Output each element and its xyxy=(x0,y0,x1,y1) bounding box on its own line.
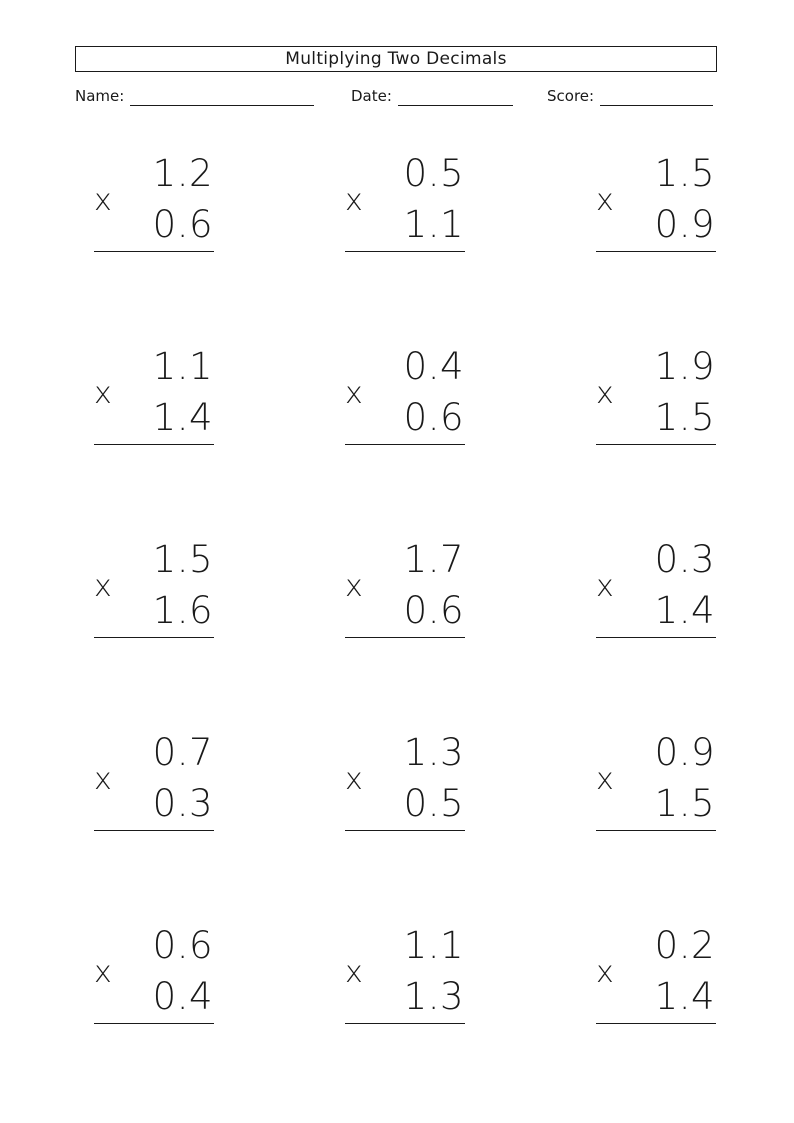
multiply-sign: x xyxy=(345,955,363,990)
name-label: Name: xyxy=(75,87,125,105)
multiply-sign: x xyxy=(94,376,112,411)
answer-line[interactable] xyxy=(596,1023,716,1024)
multiplicand: 1.1 xyxy=(152,345,213,388)
score-blank-line[interactable] xyxy=(600,88,713,106)
problem-12 xyxy=(596,733,716,843)
multiplicand: 0.9 xyxy=(654,731,715,774)
answer-line[interactable] xyxy=(345,1023,465,1024)
multiply-sign: x xyxy=(596,376,614,411)
problem-3 xyxy=(596,154,716,264)
answer-line[interactable] xyxy=(596,637,716,638)
name-blank-line[interactable] xyxy=(130,88,314,106)
multiplicand: 0.7 xyxy=(152,731,213,774)
answer-line[interactable] xyxy=(94,444,214,445)
problem-15 xyxy=(596,926,716,1036)
multiplier: 1.4 xyxy=(152,396,213,439)
answer-line[interactable] xyxy=(345,444,465,445)
problem-14 xyxy=(345,926,465,1036)
name-field[interactable] xyxy=(75,86,314,106)
problem-13 xyxy=(94,926,214,1036)
problem-2 xyxy=(345,154,465,264)
date-label: Date: xyxy=(351,87,392,105)
multiply-sign: x xyxy=(596,955,614,990)
problem-4 xyxy=(94,347,214,457)
multiply-sign: x xyxy=(596,762,614,797)
problem-1 xyxy=(94,154,214,264)
multiply-sign: x xyxy=(345,376,363,411)
answer-line[interactable] xyxy=(94,1023,214,1024)
answer-line[interactable] xyxy=(596,444,716,445)
multiply-sign: x xyxy=(94,762,112,797)
multiplicand: 1.7 xyxy=(403,538,464,581)
multiply-sign: x xyxy=(596,183,614,218)
problem-7 xyxy=(94,540,214,650)
multiplier: 1.1 xyxy=(403,203,464,246)
multiplicand: 1.5 xyxy=(152,538,213,581)
multiplier: 0.3 xyxy=(152,782,213,825)
answer-line[interactable] xyxy=(596,830,716,831)
multiplier: 0.4 xyxy=(152,975,213,1018)
multiply-sign: x xyxy=(345,569,363,604)
multiplier: 0.6 xyxy=(152,203,213,246)
multiplier: 1.5 xyxy=(654,782,715,825)
date-field[interactable] xyxy=(351,86,513,106)
multiply-sign: x xyxy=(94,955,112,990)
answer-line[interactable] xyxy=(94,637,214,638)
multiply-sign: x xyxy=(596,569,614,604)
problem-11 xyxy=(345,733,465,843)
problem-10 xyxy=(94,733,214,843)
multiplicand: 0.3 xyxy=(654,538,715,581)
multiply-sign: x xyxy=(345,762,363,797)
multiply-sign: x xyxy=(94,183,112,218)
multiplicand: 1.3 xyxy=(403,731,464,774)
multiply-sign: x xyxy=(345,183,363,218)
multiplicand: 0.2 xyxy=(654,924,715,967)
multiplier: 0.9 xyxy=(654,203,715,246)
multiply-sign: x xyxy=(94,569,112,604)
worksheet-title: Multiplying Two Decimals xyxy=(75,46,717,72)
answer-line[interactable] xyxy=(345,830,465,831)
answer-line[interactable] xyxy=(345,251,465,252)
multiplicand: 0.5 xyxy=(403,152,464,195)
multiplier: 0.5 xyxy=(403,782,464,825)
multiplier: 1.6 xyxy=(152,589,213,632)
problem-6 xyxy=(596,347,716,457)
multiplier: 1.4 xyxy=(654,975,715,1018)
multiplier: 1.3 xyxy=(403,975,464,1018)
date-blank-line[interactable] xyxy=(398,88,513,106)
problem-5 xyxy=(345,347,465,457)
problem-8 xyxy=(345,540,465,650)
score-field[interactable] xyxy=(547,86,713,106)
answer-line[interactable] xyxy=(345,637,465,638)
multiplier: 1.4 xyxy=(654,589,715,632)
multiplicand: 1.5 xyxy=(654,152,715,195)
answer-line[interactable] xyxy=(94,830,214,831)
multiplicand: 0.4 xyxy=(403,345,464,388)
score-label: Score: xyxy=(547,87,595,105)
multiplier: 0.6 xyxy=(403,396,464,439)
multiplicand: 1.2 xyxy=(152,152,213,195)
multiplicand: 0.6 xyxy=(152,924,213,967)
answer-line[interactable] xyxy=(94,251,214,252)
answer-line[interactable] xyxy=(596,251,716,252)
multiplier: 1.5 xyxy=(654,396,715,439)
multiplier: 0.6 xyxy=(403,589,464,632)
problem-9 xyxy=(596,540,716,650)
multiplicand: 1.9 xyxy=(654,345,715,388)
multiplicand: 1.1 xyxy=(403,924,464,967)
